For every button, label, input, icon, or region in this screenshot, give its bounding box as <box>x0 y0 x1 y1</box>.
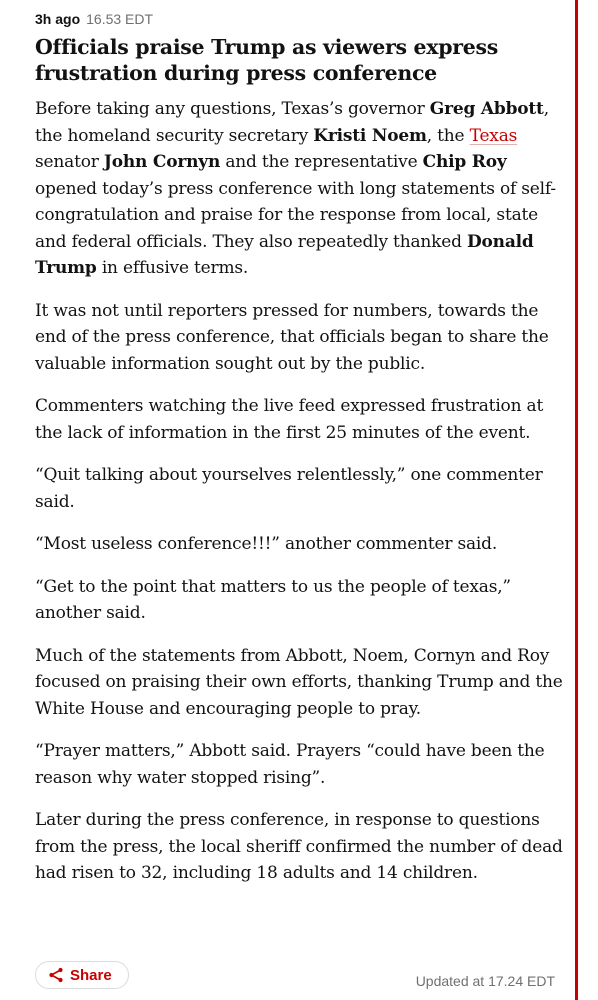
text: Before taking any questions, Texas’s governor <box>35 99 430 119</box>
text: , the homeland security secretary <box>35 99 549 146</box>
paragraph-9: Later during the press conference, in response to questions from the press, the local sheriff confirmed the number of dead had risen to 32, including 18 adults and 14 children. <box>35 810 563 883</box>
paragraph-6: “Get to the point that matters to us the people of texas,” another said. <box>35 576 511 623</box>
name-john-cornyn: John Cornyn <box>103 152 221 172</box>
text: opened today’s press conference with long statements of self-congratulation and praise for the response from local, state and federal officials. They also repeatedly thanked <box>35 178 556 252</box>
text: senator <box>35 152 104 172</box>
updated-timestamp: Updated at 17.24 EDT <box>415 973 555 989</box>
texas-link[interactable]: Texas <box>469 125 518 146</box>
post-headline: Officials praise Trump as viewers express frustration during press conference <box>35 35 498 85</box>
post-timestamp: 16.53 EDT <box>86 11 154 27</box>
paragraph-2: It was not until reporters pressed for numbers, towards the end of the press conference, that officials began to share the valuable information sought out by the public. <box>35 300 549 374</box>
name-donald-trump: Donald Trump <box>35 231 534 278</box>
live-accent-rule <box>575 0 578 1000</box>
paragraph-8: “Prayer matters,” Abbott said. Prayers “could have been the reason why water stopped rising”. <box>35 741 545 788</box>
name-greg-abbott: Greg Abbott <box>429 99 544 119</box>
share-label: Share <box>70 966 112 984</box>
paragraph-3: Commenters watching the live feed expressed frustration at the lack of information in the first 25 minutes of the event. <box>35 396 544 443</box>
share-icon <box>48 967 64 983</box>
liveblog-post <box>23 0 575 1000</box>
page-margin <box>0 0 23 1000</box>
name-kristi-noem: Kristi Noem <box>313 125 427 146</box>
post-content <box>35 0 565 887</box>
paragraph-5: “Most useless conference!!!” another commenter said. <box>35 534 498 554</box>
paragraph-7: Much of the statements from Abbott, Noem, Cornyn and Roy focused on praising their own efforts, thanking Trump and the White House and encouraging people to pray. <box>35 645 563 719</box>
name-chip-roy: Chip Roy <box>422 152 507 172</box>
text: , the <box>426 125 470 146</box>
post-meta <box>35 10 565 28</box>
paragraph-1 <box>35 96 565 282</box>
share-button[interactable] <box>35 961 129 989</box>
text: and the representative <box>220 152 423 172</box>
time-ago: 3h ago <box>35 11 81 27</box>
post-footer <box>35 961 565 993</box>
paragraph-4: “Quit talking about yourselves relentlessly,” one commenter said. <box>35 465 543 512</box>
text: in effusive terms. <box>96 258 249 278</box>
